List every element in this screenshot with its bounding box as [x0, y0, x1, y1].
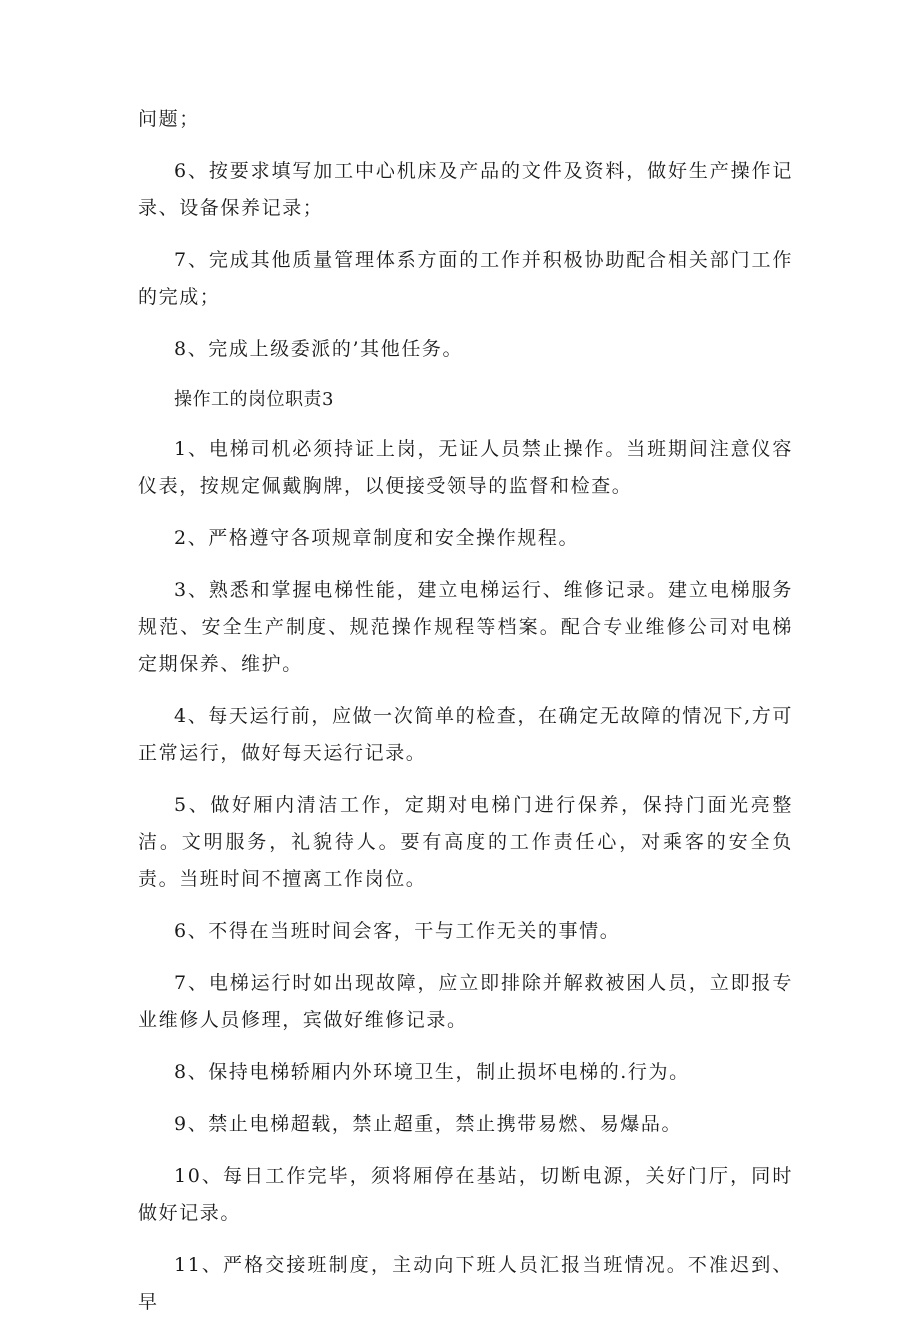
paragraph-duty-8: 8、保持电梯轿厢内外环境卫生，制止损坏电梯的.行为。 [174, 1061, 690, 1083]
paragraph-item-8: 8、完成上级委派的’其他任务。 [174, 338, 464, 360]
paragraph-item-6: 6、按要求填写加工中心机床及产品的文件及资料，做好生产操作记录、设备保养记录； [138, 160, 793, 219]
paragraph-duty-1: 1、电梯司机必须持证上岗，无证人员禁止操作。当班期间注意仪容仪表，按规定佩戴胸牌，以便接受领导的监督和检查。 [138, 438, 793, 497]
paragraph-duty-10: 10、每日工作完毕，须将厢停在基站，切断电源，关好门厅，同时做好记录。 [138, 1165, 793, 1224]
paragraph-duty-3: 3、熟悉和掌握电梯性能，建立电梯运行、维修记录。建立电梯服务规范、安全生产制度、规范操作规程等档案。配合专业维修公司对电梯定期保养、维护。 [138, 579, 793, 675]
paragraph-duty-11: 11、严格交接班制度，主动向下班人员汇报当班情况。不准迟到、早 [138, 1254, 793, 1313]
document-body [138, 101, 793, 1321]
paragraph-duty-6: 6、不得在当班时间会客，干与工作无关的事情。 [174, 920, 621, 942]
paragraph-continuation: 问题； [138, 108, 200, 130]
paragraph-duty-2: 2、严格遵守各项规章制度和安全操作规程。 [174, 527, 580, 549]
section-heading: 操作工的岗位职责3 [174, 389, 334, 410]
paragraph-item-7: 7、完成其他质量管理体系方面的工作并积极协助配合相关部门工作的完成； [138, 249, 793, 308]
paragraph-duty-4: 4、每天运行前，应做一次简单的检查，在确定无故障的情况下,方可正常运行，做好每天运行记录。 [138, 705, 793, 764]
paragraph-duty-5: 5、做好厢内清洁工作，定期对电梯门进行保养，保持门面光亮整洁。文明服务，礼貌待人。要有高度的工作责任心，对乘客的安全负责。当班时间不擅离工作岗位。 [138, 794, 793, 890]
paragraph-duty-9: 9、禁止电梯超载，禁止超重，禁止携带易燃、易爆品。 [174, 1113, 683, 1135]
paragraph-duty-7: 7、电梯运行时如出现故障，应立即排除并解救被困人员，立即报专业维修人员修理，宾做好维修记录。 [138, 972, 793, 1031]
